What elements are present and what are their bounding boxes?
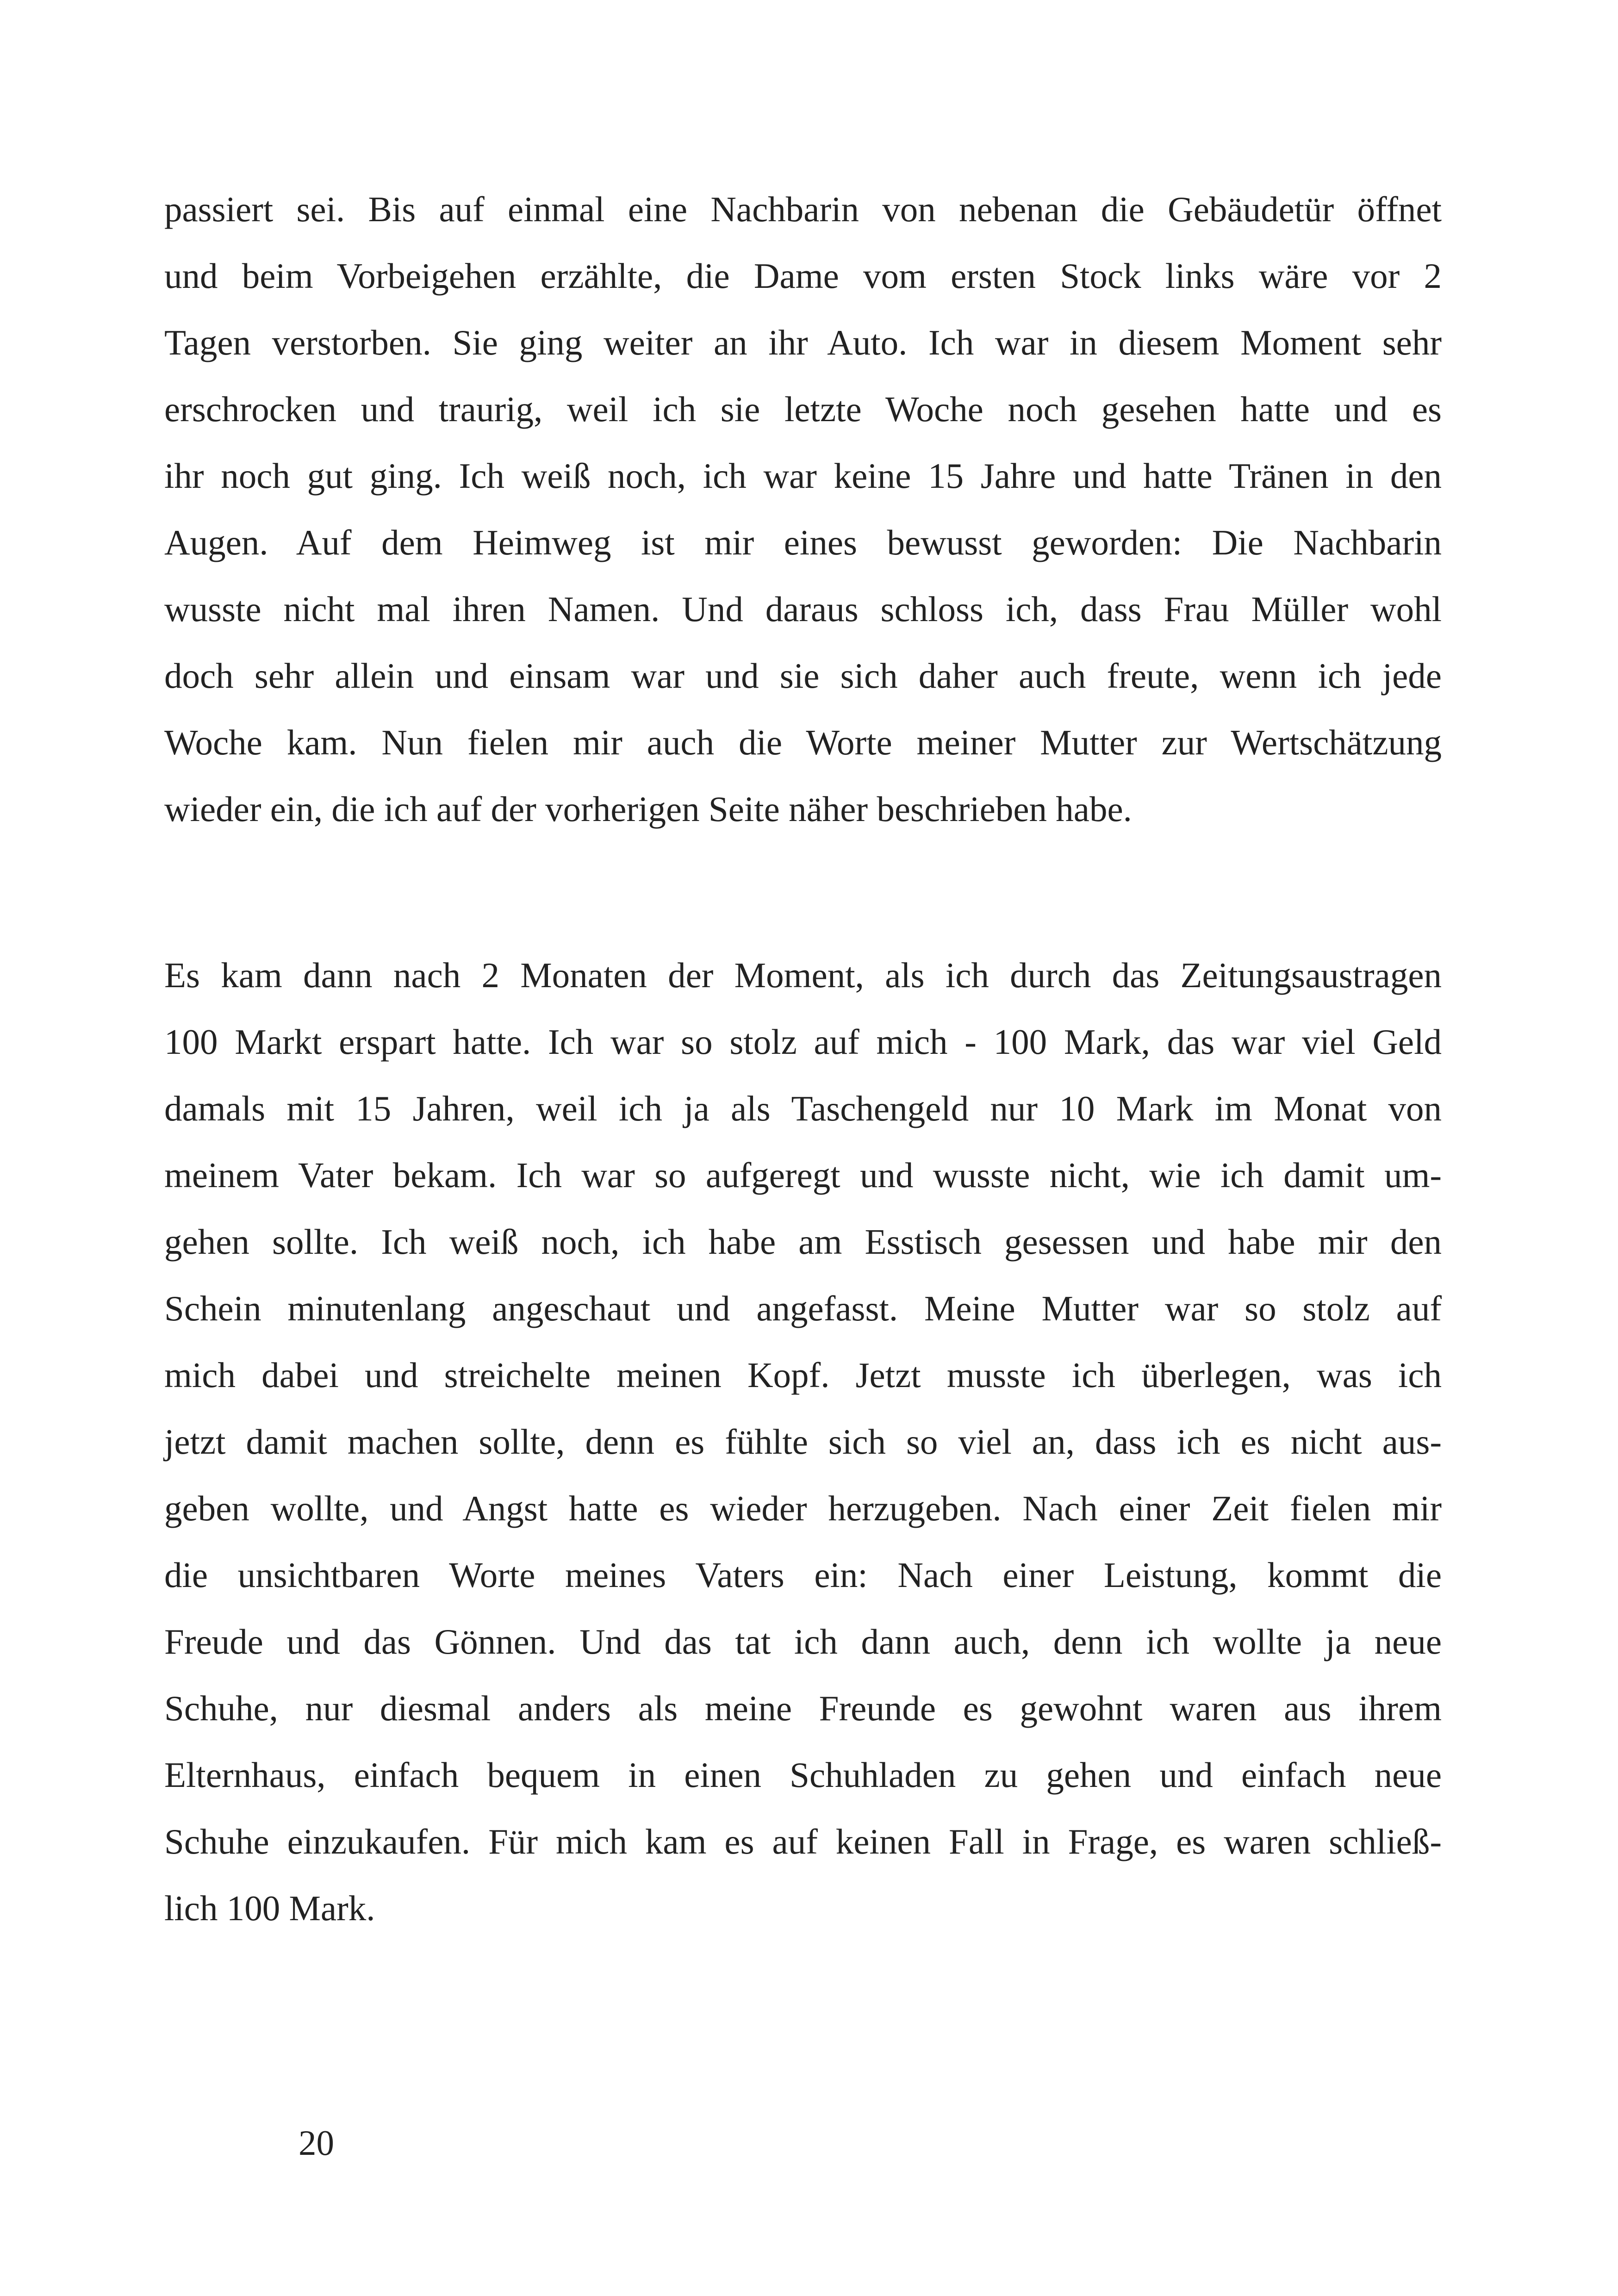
text-line: Woche kam. Nun fielen mir auch die Worte meiner Mutter zur Wertschätzung [164,722,1442,762]
text-line: lich 100 Mark. [164,1888,375,1928]
text-line: erschrocken und traurig, weil ich sie letzte Woche noch gesehen hatte und es [164,389,1442,429]
text-line: meinem Vater bekam. Ich war so aufgeregt und wusste nicht, wie ich damit um- [164,1155,1442,1195]
text-line: jetzt damit machen sollte, denn es fühlte sich so viel an, dass ich es nicht aus- [164,1422,1442,1462]
text-line: gehen sollte. Ich weiß noch, ich habe am Esstisch gesessen und habe mir den [164,1222,1442,1262]
text-line: Tagen verstorben. Sie ging weiter an ihr Auto. Ich war in diesem Moment sehr [164,323,1442,362]
text-line: wusste nicht mal ihren Namen. Und daraus schloss ich, dass Frau Müller wohl [164,589,1442,629]
text-line: ihr noch gut ging. Ich weiß noch, ich war keine 15 Jahre und hatte Tränen in den [164,456,1442,496]
text-line: Schuhe, nur diesmal anders als meine Freunde es gewohnt waren aus ihrem [164,1688,1442,1728]
text-line: doch sehr allein und einsam war und sie sich daher auch freute, wenn ich jede [164,656,1442,696]
paragraph-2 [164,942,1442,1941]
paragraph-1 [164,176,1442,842]
text-line: Es kam dann nach 2 Monaten der Moment, als ich durch das Zeitungsaustragen [164,955,1442,995]
text-line: Freude und das Gönnen. Und das tat ich dann auch, denn ich wollte ja neue [164,1622,1442,1661]
text-line: und beim Vorbeigehen erzählte, die Dame vom ersten Stock links wäre vor 2 [164,256,1442,296]
text-line: Elternhaus, einfach bequem in einen Schuhladen zu gehen und einfach neue [164,1755,1442,1795]
text-line: geben wollte, und Angst hatte es wieder herzugeben. Nach einer Zeit fielen mir [164,1488,1442,1528]
page-number: 20 [299,2123,334,2163]
text-line: passiert sei. Bis auf einmal eine Nachbarin von nebenan die Gebäudetür öffnet [164,189,1442,229]
text-line: Augen. Auf dem Heimweg ist mir eines bewusst geworden: Die Nachbarin [164,523,1442,562]
text-line: 100 Markt erspart hatte. Ich war so stolz auf mich - 100 Mark, das war viel Geld [164,1022,1442,1062]
text-line: Schuhe einzukaufen. Für mich kam es auf keinen Fall in Frage, es waren schließ- [164,1822,1442,1861]
text-line: wieder ein, die ich auf der vorherigen Seite näher beschrieben habe. [164,789,1132,829]
text-line: die unsichtbaren Worte meines Vaters ein: Nach einer Leistung, kommt die [164,1555,1442,1595]
text-line: damals mit 15 Jahren, weil ich ja als Taschengeld nur 10 Mark im Monat von [164,1089,1442,1128]
text-line: mich dabei und streichelte meinen Kopf. Jetzt musste ich überlegen, was ich [164,1355,1442,1395]
text-line: Schein minutenlang angeschaut und angefasst. Meine Mutter war so stolz auf [164,1288,1442,1328]
